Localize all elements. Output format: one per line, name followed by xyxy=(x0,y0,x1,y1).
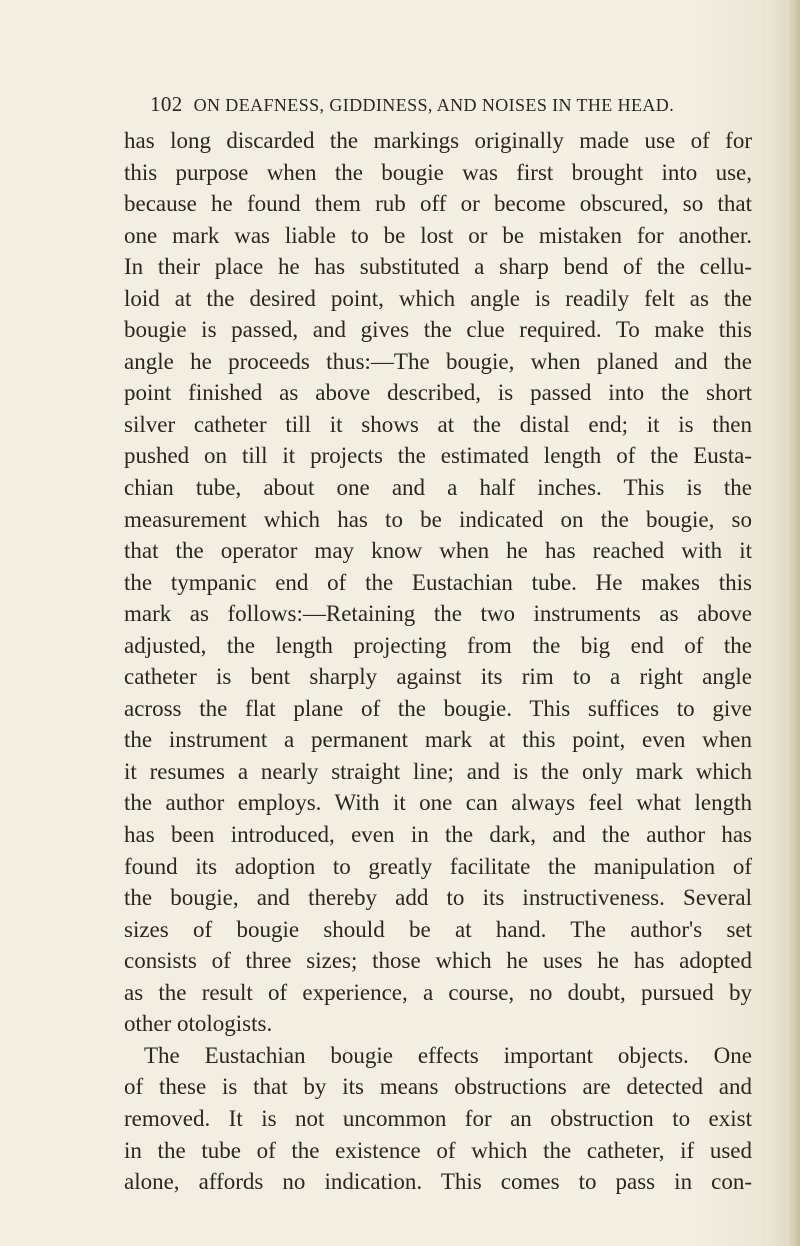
text-line: In their place he has substituted a sharp bend of the cellu- xyxy=(124,254,752,280)
text-line: bougie is passed, and gives the clue required. To make this xyxy=(124,317,752,343)
text-line: across the flat plane of the bougie. This suffices to give xyxy=(124,695,752,721)
text-line: loid at the desired point, which angle is readily felt as the xyxy=(124,285,752,311)
text-line: that the operator may know when he has reached with it xyxy=(124,538,752,564)
text-line: catheter is bent sharply against its rim to a right angle xyxy=(124,664,752,690)
page-edge-shadow xyxy=(786,0,800,1246)
text-line: removed. It is not uncommon for an obstruction to exist xyxy=(124,1105,752,1131)
text-line: in the tube of the existence of which the catheter, if used xyxy=(124,1137,752,1163)
running-header xyxy=(150,92,710,117)
body-text xyxy=(124,125,752,1198)
text-line: because he found them rub off or become obscured, so that xyxy=(124,191,752,217)
text-line: other otologists. xyxy=(124,1011,273,1037)
text-line: the tympanic end of the Eustachian tube. He makes this xyxy=(124,569,752,595)
text-line: consists of three sizes; those which he uses he has adopted xyxy=(124,948,752,974)
text-line: The Eustachian bougie effects important objects. One xyxy=(144,1042,752,1068)
text-line: as the result of experience, a course, no doubt, pursued by xyxy=(124,979,752,1005)
text-line: of these is that by its means obstructions are detected and xyxy=(124,1074,752,1100)
text-line: has been introduced, even in the dark, and the author has xyxy=(124,822,752,848)
text-line: mark as follows:—Retaining the two instruments as above xyxy=(124,601,752,627)
text-line: the author employs. With it one can always feel what length xyxy=(124,790,752,816)
text-line: chian tube, about one and a half inches. This is the xyxy=(124,475,752,501)
text-line: the instrument a permanent mark at this point, even when xyxy=(124,727,752,753)
text-line: angle he proceeds thus:—The bougie, when planed and the xyxy=(124,348,752,374)
text-line: one mark was liable to be lost or be mistaken for another. xyxy=(124,222,752,248)
text-line: sizes of bougie should be at hand. The author's set xyxy=(124,916,752,942)
text-line: alone, affords no indication. This comes to pass in con- xyxy=(124,1169,752,1195)
running-title: ON DEAFNESS, GIDDINESS, AND NOISES IN THE HEAD. xyxy=(193,95,675,115)
text-line: point finished as above described, is passed into the short xyxy=(124,380,752,406)
page-number: 102 xyxy=(150,92,183,116)
text-line: adjusted, the length projecting from the big end of the xyxy=(124,632,752,658)
text-line: measurement which has to be indicated on the bougie, so xyxy=(124,506,752,532)
text-line: the bougie, and thereby add to its instructiveness. Several xyxy=(124,885,752,911)
text-line: this purpose when the bougie was first brought into use, xyxy=(124,159,752,185)
text-line: found its adoption to greatly facilitate the manipulation of xyxy=(124,853,752,879)
text-line: silver catheter till it shows at the distal end; it is then xyxy=(124,411,752,437)
text-line: it resumes a nearly straight line; and is the only mark which xyxy=(124,758,752,784)
text-line: pushed on till it projects the estimated length of the Eusta- xyxy=(124,443,752,469)
text-line: has long discarded the markings originally made use of for xyxy=(124,128,752,153)
